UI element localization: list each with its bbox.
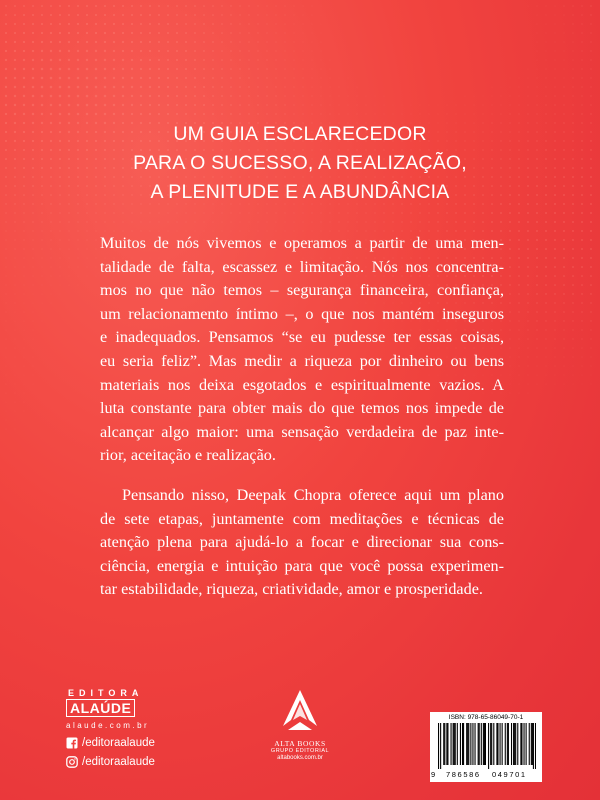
synopsis-paragraph <box>100 484 504 602</box>
headline <box>100 120 500 207</box>
alta-books-name: ALTA BOOKS <box>274 739 326 748</box>
text-line: materiais nos deixa esgotados e espiritualmente vazios. A <box>100 375 504 394</box>
alta-books-website: altabooks.com.br <box>277 755 323 761</box>
barcode-bars <box>438 723 536 769</box>
alta-books-logo <box>250 690 350 762</box>
publisher-website: alaude.com.br <box>66 721 150 730</box>
alta-books-group: GRUPO EDITORIAL <box>270 748 330 754</box>
facebook-handle-text: /editoraalaude <box>82 737 155 749</box>
text-line: alcançar algo maior: uma sensação verdadeira de paz inte- <box>100 422 504 441</box>
publisher-logo: ALAÚDE <box>66 699 135 717</box>
synopsis <box>100 232 504 618</box>
publisher-alaude <box>66 688 206 769</box>
text-line: mos no que não temos – segurança financeira, confiança, <box>100 281 504 300</box>
text-line: um relacionamento íntimo –, o que nos mantém inseguros <box>100 304 504 323</box>
facebook-icon <box>66 737 78 749</box>
text-line: eu seria feliz”. Mas medir a riqueza por dinheiro ou bens <box>100 351 504 370</box>
mountain-logo-icon <box>283 690 317 732</box>
isbn-barcode <box>430 712 542 782</box>
isbn-number: ISBN: 978-65-86049-70-1 <box>448 714 524 721</box>
barcode-right-digits: 049701 <box>492 770 527 779</box>
text-line: de sete etapas, juntamente com meditações e técnicas de <box>100 509 504 528</box>
publisher-editora-label: EDITORA <box>68 688 144 698</box>
facebook-handle <box>66 736 206 750</box>
text-line: luta constante para obter mais do que temos nos impede de <box>100 399 504 418</box>
text-line: Pensando nisso, Deepak Chopra oferece aqui um plano <box>122 485 504 504</box>
instagram-handle-text: /editoraalaude <box>82 756 155 768</box>
text-line: talidade de falta, escassez e limitação. Nós nos concentra- <box>100 257 504 276</box>
text-line: Muitos de nós vivemos e operamos a partir de uma men- <box>100 234 504 252</box>
text-line: atenção plena para ajudá-lo a focar e direcionar sua cons- <box>100 533 504 552</box>
headline-line: UM GUIA ESCLARECEDOR <box>173 123 427 145</box>
instagram-handle <box>66 755 206 769</box>
headline-line: A PLENITUDE E A ABUNDÂNCIA <box>150 181 450 203</box>
text-line: ciência, energia e intuição para que você possa experimen- <box>100 556 504 575</box>
text-line: e inadequados. Pensamos “se eu pudesse ter essas coisas, <box>100 328 504 347</box>
synopsis-paragraph <box>100 232 504 468</box>
text-line: rior, aceitação e realização. <box>100 446 276 465</box>
headline-line: PARA O SUCESSO, A REALIZAÇÃO, <box>133 152 467 174</box>
instagram-icon <box>66 756 78 768</box>
text-line: tar estabilidade, riqueza, criatividade, amor e prosperidade. <box>100 580 483 599</box>
barcode-left-digits: 786586 <box>446 770 481 779</box>
barcode-lead-digit: 9 <box>431 770 436 779</box>
